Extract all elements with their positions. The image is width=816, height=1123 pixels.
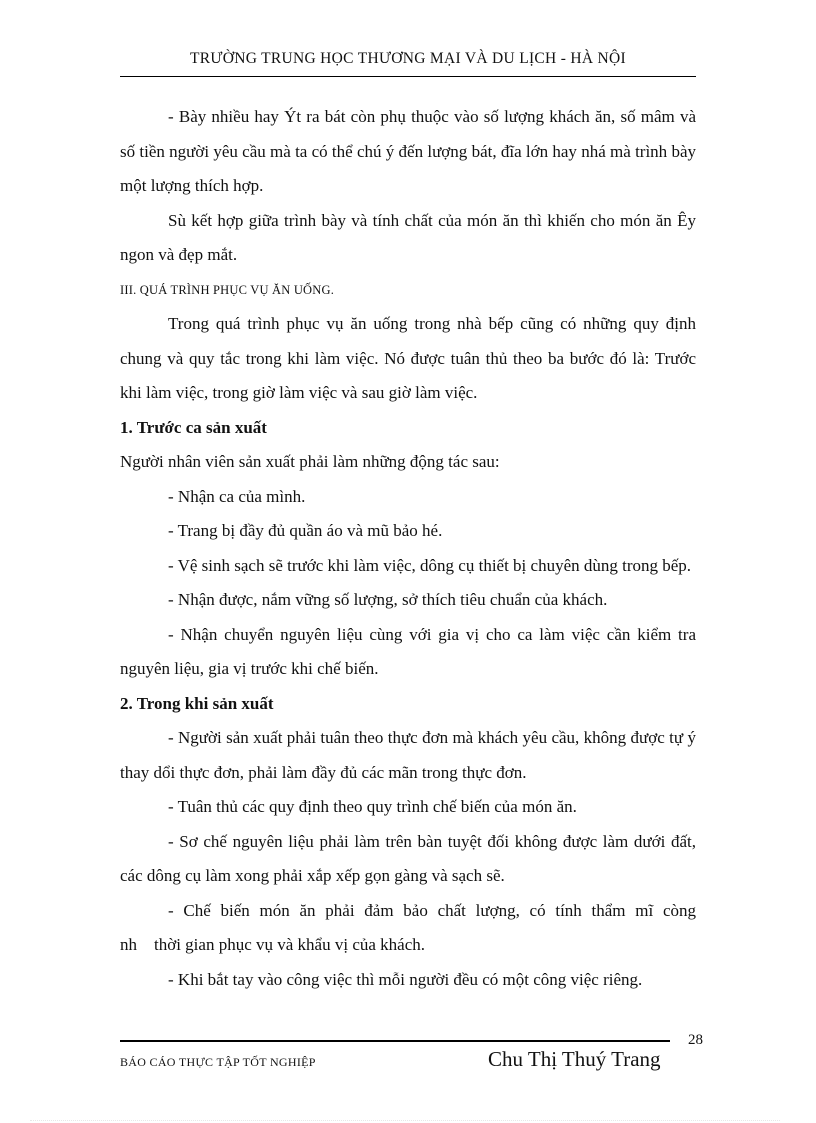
bullet-quality-rest: thời gian phục vụ và khẩu vị của khách. bbox=[154, 935, 425, 954]
page-edge-dotted-line bbox=[30, 1120, 780, 1121]
running-header: TRƯỜNG TRUNG HỌC THƯƠNG MẠI VÀ DU LỊCH - HÀ NỘI bbox=[190, 50, 626, 67]
bullet-equipment: - Trang bị đầy đủ quần áo và mũ bảo hé. bbox=[168, 521, 443, 540]
footer-author: Chu Thị Thuý Trang bbox=[488, 1047, 661, 1071]
paragraph-combination: Sù kết hợp giữa trình bày và tính chất của món ăn thì khiến cho món ăn Êy ngon và đẹp mắt. bbox=[120, 210, 696, 264]
paragraph-bowls: - Bày nhiều hay Ýt ra bát còn phụ thuộc vào số lượng khách ăn, số mâm và số tiền người yêu cầu mà ta có thể chú ý đến lượng bát, đĩa lớn hay nhá mà trình bày một lượng thích hợp. bbox=[120, 107, 696, 195]
bullet-hygiene: - Vệ sinh sạch sẽ trước khi làm việc, dông cụ thiết bị chuyên dùng trong bếp. bbox=[168, 555, 692, 575]
section-heading-3: III. QUÁ TRÌNH PHỤC VỤ ĂN UỐNG. bbox=[120, 282, 335, 297]
footer-rule bbox=[120, 1040, 670, 1042]
bullet-prep-table: - Sơ chế nguyên liệu phải làm trên bàn tuyệt đối không được làm dưới đất, các dông cụ làm xong phải xắp xếp gọn gàng và sạch sẽ. bbox=[120, 831, 696, 885]
paragraph-process: Trong quá trình phục vụ ăn uống trong nhà bếp cũng có những quy định chung và quy tắc trong khi làm việc. Nó được tuân thủ theo ba bước đó là: Trước khi làm việc, trong giờ làm việc và sau giờ làm việc. bbox=[120, 314, 696, 402]
bullet-ingredients: - Nhận chuyển nguyên liệu cùng với gia vị cho ca làm việc cần kiểm tra nguyên liệu, gia vị trước khi chế biến. bbox=[120, 624, 696, 678]
bullet-quality: - Chế biến món ăn phải đảm bảo chất lượng, có tính thẩm mĩ còng bbox=[168, 900, 696, 920]
header-rule bbox=[120, 76, 696, 77]
heading-during-production: 2. Trong khi sản xuất bbox=[120, 693, 274, 713]
bullet-follow-menu: - Người sản xuất phải tuân theo thực đơn mà khách yêu cầu, không được tự ý thay dổi thực đơn, phải làm đầy đủ các mãn trong thực đơn. bbox=[120, 728, 696, 782]
bullet-guest-info: - Nhận được, nắm vững số lượng, sở thích tiêu chuẩn của khách. bbox=[168, 590, 608, 609]
bullet-receive-shift: - Nhận ca của mình. bbox=[168, 486, 306, 506]
bullet-follow-rules: - Tuân thủ các quy định theo quy trình chế biến của món ăn. bbox=[168, 797, 577, 816]
paragraph-staff-actions: Người nhân viên sản xuất phải làm những động tác sau: bbox=[120, 452, 500, 471]
page-number: 28 bbox=[688, 1032, 703, 1048]
footer-report-title: BÁO CÁO THỰC TẬP TỐT NGHIỆP bbox=[120, 1055, 316, 1069]
bullet-quality-continued bbox=[120, 928, 696, 963]
bullet-own-task: - Khi bắt tay vào công việc thì mỗi người đều có một công việc riêng. bbox=[168, 969, 643, 989]
word-fragment: nh bbox=[120, 935, 137, 954]
page-body bbox=[120, 100, 696, 997]
heading-before-shift: 1. Trước ca sản xuất bbox=[120, 417, 267, 437]
